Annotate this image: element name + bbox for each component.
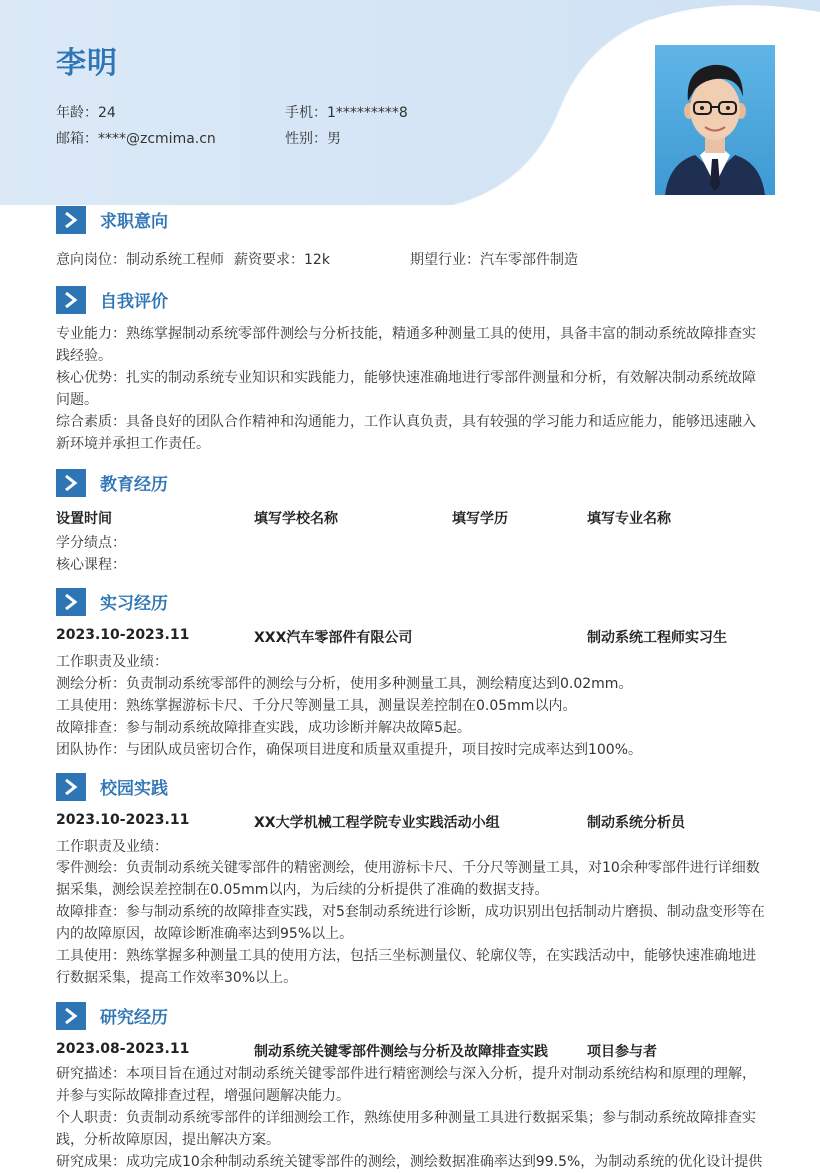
edu-major: 填写专业名称 bbox=[587, 511, 671, 527]
chevron-right-icon bbox=[56, 1002, 86, 1030]
campus-item: 零件测绘：负责制动系统关键零部件的精密测绘，使用游标卡尺、千分尺等测量工具，对10余种零部件进行详细数据采集，测绘误差控制在0.05mm以内，为后续的分析提供了准确的数据支持。 bbox=[56, 860, 760, 898]
chevron-right-icon bbox=[56, 469, 86, 497]
phone-info: 手机：1*********8 bbox=[285, 105, 408, 121]
section-title-label: 校园实践 bbox=[100, 779, 168, 799]
section-title-label: 研究经历 bbox=[100, 1008, 168, 1028]
chevron-right-icon bbox=[56, 206, 86, 234]
campus-item: 故障排查：参与制动系统的故障排查实践，对5套制动系统进行诊断，成功识别出包括制动片磨损、制动盘变形等在内的故障原因，故障诊断准确率达到95%以上。 bbox=[56, 904, 765, 942]
email-info: 邮箱：****@zcmima.cn bbox=[56, 131, 216, 147]
intent-salary: 薪资要求：12k bbox=[234, 252, 330, 268]
intent-industry: 期望行业：汽车零部件制造 bbox=[410, 252, 578, 268]
campus-role: 制动系统分析员 bbox=[587, 815, 685, 831]
age-info: 年龄：24 bbox=[56, 105, 116, 121]
intern-company: XXX汽车零部件有限公司 bbox=[254, 630, 413, 646]
research-item: 个人职责：负责制动系统零部件的详细测绘工作，熟练使用多种测量工具进行数据采集；参与制动系统故障排查实践，分析故障原因，提出解决方案。 bbox=[56, 1110, 756, 1148]
research-item: 研究成果：成功完成10余种制动系统关键零部件的测绘，测绘数据准确率达到99.5%，为制动系统的优化设计提供 bbox=[56, 1154, 763, 1170]
intern-item: 工具使用：熟练掌握游标卡尺、千分尺等测量工具，测量误差控制在0.05mm以内。 bbox=[56, 698, 577, 714]
self-eval-item: 综合素质：具备良好的团队合作精神和沟通能力，工作认真负责，具有较强的学习能力和适应能力，能够迅速融入新环境并承担工作责任。 bbox=[56, 414, 756, 452]
intern-item: 测绘分析：负责制动系统零部件的测绘与分析，使用多种测量工具，测绘精度达到0.02mm。 bbox=[56, 676, 633, 692]
intern-item: 团队协作：与团队成员密切合作，确保项目进度和质量双重提升，项目按时完成率达到100%。 bbox=[56, 742, 643, 758]
research-project: 制动系统关键零部件测绘与分析及故障排查实践 bbox=[254, 1044, 548, 1060]
section-title-label: 自我评价 bbox=[100, 292, 168, 312]
section-title-label: 教育经历 bbox=[100, 475, 168, 495]
edu-courses: 核心课程： bbox=[56, 557, 126, 573]
intern-item: 故障排查：参与制动系统故障排查实践，成功诊断并解决故障5起。 bbox=[56, 720, 471, 736]
edu-degree: 填写学历 bbox=[452, 511, 508, 527]
chevron-right-icon bbox=[56, 588, 86, 616]
campus-org: XX大学机械工程学院专业实践活动小组 bbox=[254, 815, 500, 831]
intern-duties-label: 工作职责及业绩： bbox=[56, 654, 168, 670]
section-title-label: 求职意向 bbox=[100, 212, 168, 232]
self-eval-item: 核心优势：扎实的制动系统专业知识和实践能力，能够快速准确地进行零部件测量和分析，有效解决制动系统故障问题。 bbox=[56, 370, 756, 408]
edu-school: 填写学校名称 bbox=[254, 511, 338, 527]
campus-item: 工具使用：熟练掌握多种测量工具的使用方法，包括三坐标测量仪、轮廓仪等，在实践活动中，能够快速准确地进行数据采集，提高工作效率30%以上。 bbox=[56, 948, 756, 986]
intern-role: 制动系统工程师实习生 bbox=[587, 630, 727, 646]
chevron-right-icon bbox=[56, 286, 86, 314]
self-eval-item: 专业能力：熟练掌握制动系统零部件测绘与分析技能，精通多种测量工具的使用，具备丰富的制动系统故障排查实践经验。 bbox=[56, 326, 756, 364]
candidate-name: 李明 bbox=[56, 46, 118, 81]
research-item: 研究描述：本项目旨在通过对制动系统关键零部件进行精密测绘与深入分析，提升对制动系统结构和原理的理解，并参与实际故障排查过程，增强问题解决能力。 bbox=[56, 1066, 756, 1104]
intent-position: 意向岗位：制动系统工程师 bbox=[56, 252, 224, 268]
intern-time: 2023.10-2023.11 bbox=[56, 627, 190, 643]
research-time: 2023.08-2023.11 bbox=[56, 1041, 190, 1057]
edu-time: 设置时间 bbox=[56, 511, 112, 527]
profile-photo bbox=[655, 45, 775, 195]
campus-duties-label: 工作职责及业绩： bbox=[56, 839, 168, 855]
section-title-label: 实习经历 bbox=[100, 594, 168, 614]
edu-gpa: 学分绩点： bbox=[56, 535, 126, 551]
chevron-right-icon bbox=[56, 773, 86, 801]
gender-info: 性别：男 bbox=[285, 131, 341, 147]
campus-time: 2023.10-2023.11 bbox=[56, 812, 190, 828]
research-role: 项目参与者 bbox=[587, 1044, 657, 1060]
